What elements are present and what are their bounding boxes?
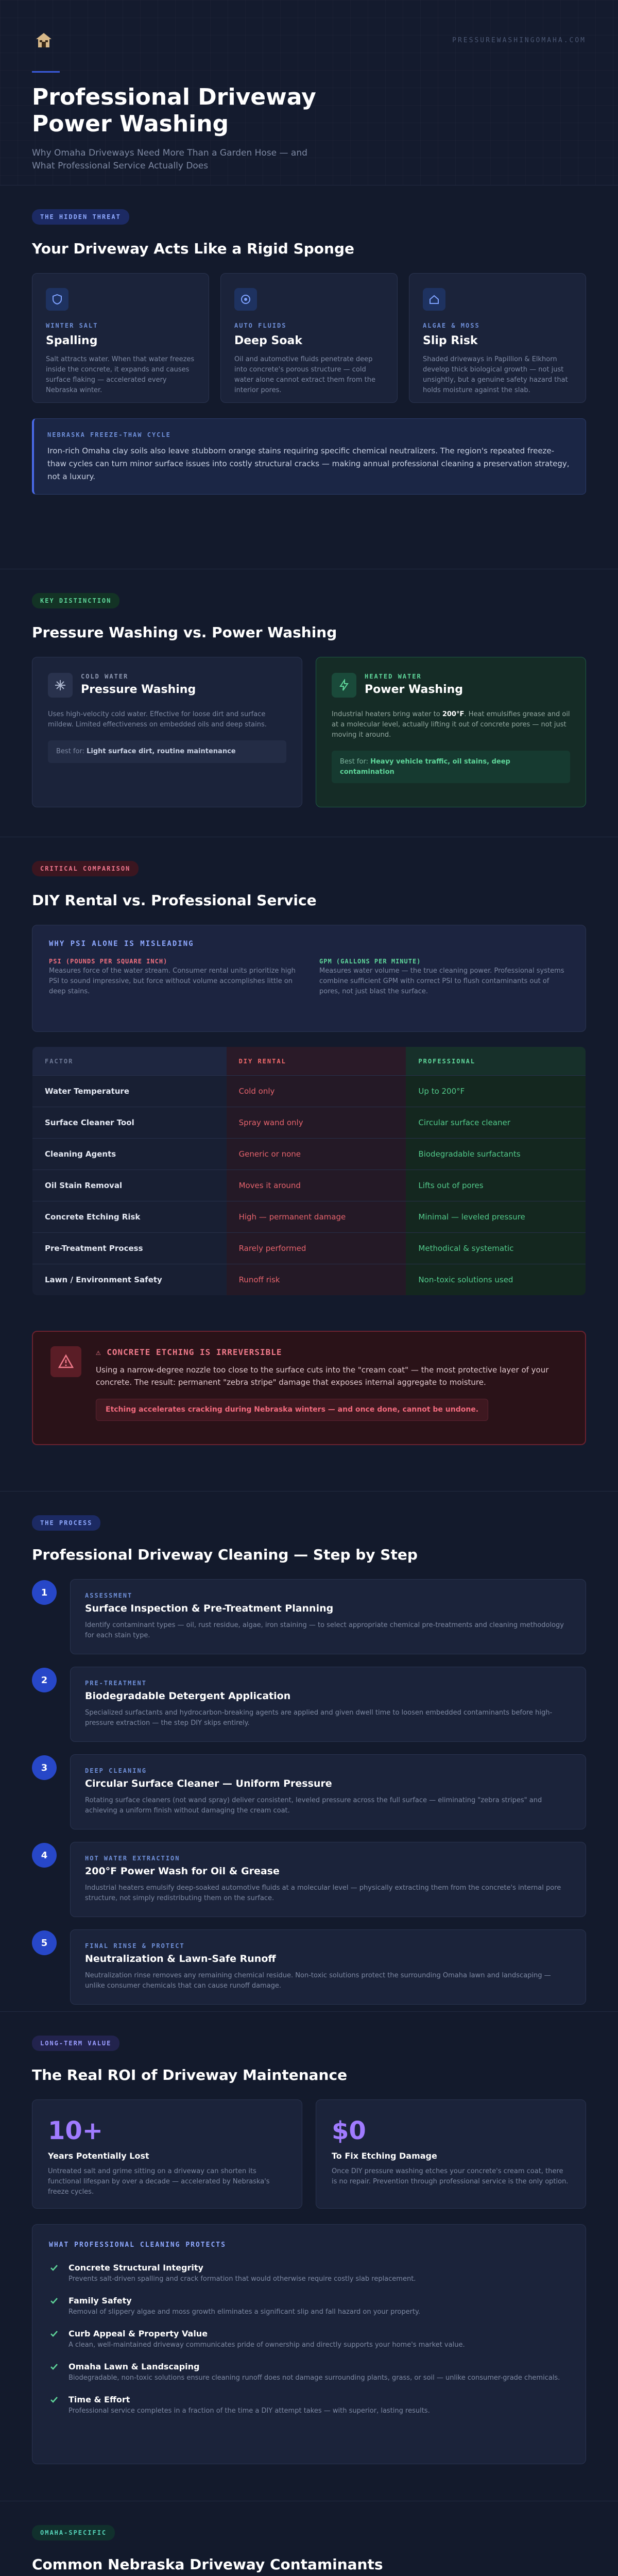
card-tag: WINTER SALT [46, 322, 98, 329]
gpm-text: Measures water volume — the true cleaning power. Professional systems combine sufficient GPM with correct PSI to flush contaminants out of pores, not just blast the surface. [319, 967, 564, 996]
card-text: Shaded driveways in Papillion & Elkhorn develop thick biological growth — not just unsightly, but a genuine safety hazard that holds moisture against the slab. [423, 355, 568, 395]
card-title: Spalling [46, 334, 98, 347]
lightning-icon [332, 673, 356, 698]
process-step [32, 1929, 586, 2005]
section-heading: Professional Driveway Cleaning — Step by Step [32, 1546, 418, 1563]
cell-factor: Water Temperature [32, 1076, 227, 1107]
title-line-2: Power Washing [32, 110, 229, 137]
table-row [32, 1139, 586, 1170]
water-cards [32, 657, 586, 807]
col-factor: FACTOR [32, 1047, 227, 1076]
benefit-title: Family Safety [68, 2295, 132, 2306]
step-title: Biodegradable Detergent Application [85, 1690, 291, 1702]
drop-target-icon [234, 288, 257, 311]
stat-text: Once DIY pressure washing etches your concrete's cream coat, there is no repair. Prevention through professional service is the only option. [332, 2167, 569, 2185]
list-item [49, 2394, 569, 2416]
cell-professional: Lifts out of pores [406, 1170, 586, 1201]
step-card [70, 1842, 586, 1917]
cell-professional: Biodegradable surfactants [406, 1139, 586, 1170]
cell-diy: Spray wand only [227, 1107, 406, 1139]
cell-diy: High — permanent damage [227, 1201, 406, 1233]
check-icon [49, 2296, 59, 2306]
list-item [49, 2328, 569, 2350]
section-pill: OMAHA-SPECIFIC [32, 2525, 115, 2540]
card-tag: ALGAE & MOSS [423, 322, 480, 329]
home-icon [423, 288, 445, 311]
hero-header [0, 0, 618, 185]
list-item [49, 2262, 569, 2284]
best-for-value: Heavy vehicle traffic, oil stains, deep contamination [340, 758, 510, 776]
benefit-title: Omaha Lawn & Landscaping [68, 2361, 200, 2371]
snowflake-icon [48, 673, 73, 698]
section-pill: CRITICAL COMPARISON [32, 861, 139, 876]
list-item [49, 2295, 569, 2317]
list-item [49, 2361, 569, 2383]
contaminants-section [0, 2501, 618, 2576]
section-pill: THE HIDDEN THREAT [32, 209, 129, 225]
best-for [332, 751, 570, 783]
cell-factor: Surface Cleaner Tool [32, 1107, 227, 1139]
psi-columns [49, 957, 569, 997]
step-text: Rotating surface cleaners (not wand spray) deliver consistent, leveled pressure across the full surface — eliminating "zebra stripes" and achieving a uniform finish without damaging the cream coat. [85, 1796, 542, 1815]
card-title: Slip Risk [423, 334, 478, 347]
card-tag: HEATED WATER [365, 673, 422, 680]
table-row [32, 1201, 586, 1233]
warning-body [96, 1346, 568, 1430]
page-title [32, 84, 586, 138]
site-domain[interactable]: PRESSUREWASHINGOMAHA.COM [452, 37, 586, 45]
step-number: 4 [32, 1843, 57, 1868]
benefit-title: Time & Effort [68, 2395, 130, 2405]
threat-card-spalling [32, 273, 209, 403]
table-row [32, 1076, 586, 1107]
step-text: Neutralization rinse removes any remaining chemical residue. Non-toxic solutions protect the surrounding Omaha lawn and landscaping — unlike consumer chemicals that can cause runoff damage. [85, 1971, 551, 1990]
psi-column [49, 957, 299, 997]
benefit-body [68, 2328, 465, 2350]
benefit-title: Curb Appeal & Property Value [68, 2328, 208, 2338]
stat-text: Untreated salt and grime sitting on a driveway can shorten its functional lifespan by over a decade — accelerated by Nebraska's freeze cycles. [48, 2167, 270, 2196]
section-heading: Pressure Washing vs. Power Washing [32, 624, 337, 641]
card-text: Uses high-velocity cold water. Effective for loose dirt and surface mildew. Limited effectiveness on embedded oils and deep stains. [48, 710, 267, 729]
step-card [70, 1754, 586, 1829]
stat-value: 10+ [48, 2116, 104, 2145]
process-step [32, 1842, 586, 1917]
card-title: Pressure Washing [81, 683, 196, 696]
benefit-text: Prevents salt-driven spalling and crack formation that would otherwise require costly slab replacement. [68, 2275, 416, 2283]
step-tag: ASSESSMENT [85, 1592, 133, 1599]
comparison-table [32, 1046, 586, 1296]
step-tag: HOT WATER EXTRACTION [85, 1855, 180, 1862]
col-professional: PROFESSIONAL [406, 1047, 586, 1076]
stat-value: $0 [332, 2116, 366, 2145]
process-step [32, 1667, 586, 1742]
cell-professional: Non-toxic solutions used [406, 1264, 586, 1296]
step-title: Surface Inspection & Pre-Treatment Planning [85, 1603, 334, 1614]
step-tag: FINAL RINSE & PROTECT [85, 1942, 185, 1950]
cell-factor: Oil Stain Removal [32, 1170, 227, 1201]
benefit-body [68, 2295, 420, 2317]
section-pill: KEY DISTINCTION [32, 593, 119, 608]
section-heading: The Real ROI of Driveway Maintenance [32, 2066, 348, 2083]
section-heading: Common Nebraska Driveway Contaminants [32, 2556, 383, 2573]
stat-title: To Fix Etching Damage [332, 2150, 437, 2161]
card-title: Power Washing [365, 683, 464, 696]
roi-stats [32, 2099, 586, 2209]
logo-icon[interactable] [32, 29, 56, 53]
note-text: Iron-rich Omaha clay soils also leave stubborn orange stains requiring specific chemical neutralizers. The region's repeated freeze-thaw cycles can turn minor surface issues into costly structural cracks — making annual professional cleaning a preservation strategy, not a luxury. [47, 446, 570, 481]
step-number: 3 [32, 1755, 57, 1780]
section-pill: LONG-TERM VALUE [32, 2036, 119, 2051]
stat-title: Years Potentially Lost [48, 2150, 149, 2161]
cell-factor: Cleaning Agents [32, 1139, 227, 1170]
threat-card-slip-risk [409, 273, 586, 403]
card-text-b: . Heat emulsifies grease and oil at a molecular level, actually lifting it out of concrete pores — not just moving it around. [332, 710, 570, 739]
best-for-label: Best for: [56, 748, 84, 756]
warning-title [96, 1346, 568, 1359]
warning-triangle-icon: ⚠ [96, 1347, 107, 1357]
check-icon [49, 2329, 59, 2339]
card-header [332, 672, 570, 698]
note-tag: NEBRASKA FREEZE-THAW CYCLE [47, 431, 171, 438]
step-tag: DEEP CLEANING [85, 1767, 147, 1774]
gpm-column [319, 957, 569, 997]
section-pill: THE PROCESS [32, 1515, 100, 1531]
card-heading [81, 672, 196, 698]
stat-etching-cost [316, 2099, 586, 2209]
cold-water-card [32, 657, 302, 807]
check-icon [49, 2263, 59, 2273]
card-header [48, 672, 286, 698]
benefit-body [68, 2262, 416, 2284]
shield-icon [46, 288, 68, 311]
benefit-text: Biodegradable, non-toxic solutions ensure cleaning runoff does not damage surrounding plants, grass, or soil — unlike consumer-grade chemicals. [68, 2374, 560, 2382]
table-row [32, 1107, 586, 1139]
gpm-label: GPM (GALLONS PER MINUTE) [319, 958, 421, 965]
benefit-title: Concrete Structural Integrity [68, 2262, 203, 2273]
warning-icon [50, 1346, 81, 1377]
step-title: Circular Surface Cleaner — Uniform Pressure [85, 1778, 332, 1789]
benefit-body [68, 2361, 560, 2383]
temperature: 200°F [442, 710, 465, 718]
step-number: 1 [32, 1580, 57, 1605]
step-text: Specialized surfactants and hydrocarbon-breaking agents are applied and given dwell time to loosen embedded contaminants before high-pressure extraction — the step DIY skips entirely. [85, 1708, 553, 1727]
accent-line [32, 71, 60, 73]
stat-years-lost [32, 2099, 302, 2209]
process-step [32, 1754, 586, 1829]
step-title: 200°F Power Wash for Oil & Grease [85, 1866, 280, 1877]
benefit-text: Professional service completes in a fraction of the time a DIY attempt takes — with superior, lasting results. [68, 2407, 430, 2415]
top-bar [32, 0, 586, 53]
cell-professional: Methodical & systematic [406, 1233, 586, 1264]
card-tag: COLD WATER [81, 673, 129, 680]
card-text [332, 709, 570, 740]
warning-highlight: Etching accelerates cracking during Nebraska winters — and once done, cannot be undone. [96, 1399, 488, 1421]
cell-diy: Moves it around [227, 1170, 406, 1201]
cell-professional: Up to 200°F [406, 1076, 586, 1107]
cell-professional: Minimal — leveled pressure [406, 1201, 586, 1233]
check-icon [49, 2395, 59, 2405]
card-title: Deep Soak [234, 334, 302, 347]
cell-factor: Pre-Treatment Process [32, 1233, 227, 1264]
table-row [32, 1170, 586, 1201]
card-text: Oil and automotive fluids penetrate deep into concrete's porous structure — cold water alone cannot extract them from the interior pores. [234, 355, 375, 395]
page-subtitle: Why Omaha Driveways Need More Than a Garden Hose — and What Professional Service Actually Does [32, 147, 307, 172]
threat-card-deep-soak [220, 273, 398, 403]
benefit-body [68, 2394, 430, 2416]
cell-diy: Runoff risk [227, 1264, 406, 1296]
section-heading: Your Driveway Acts Like a Rigid Sponge [32, 240, 354, 257]
step-card [70, 1579, 586, 1654]
etching-warning [32, 1331, 586, 1445]
benefit-text: Removal of slippery algae and moss growth eliminates a significant slip and fall hazard on your property. [68, 2308, 421, 2316]
threat-cards [32, 273, 586, 403]
card-tag: AUTO FLUIDS [234, 322, 287, 329]
diy-comparison-section [0, 837, 618, 1492]
heated-water-card [316, 657, 586, 807]
cell-diy: Generic or none [227, 1139, 406, 1170]
process-step [32, 1579, 586, 1654]
step-tag: PRE-TREATMENT [85, 1680, 147, 1687]
key-distinction-section [0, 569, 618, 837]
card-heading [365, 672, 463, 698]
warning-text: Using a narrow-degree nozzle too close to the surface cuts into the "cream coat" — the most protective layer of your concrete. The result: permanent "zebra stripe" damage that exposes internal aggregate to moisture. [96, 1365, 549, 1387]
cell-professional: Circular surface cleaner [406, 1107, 586, 1139]
table-header-row [32, 1047, 586, 1076]
psi-text: Measures force of the water stream. Consumer rental units prioritize high PSI to sound impressive, but force without volume accomplishes little on deep stains. [49, 967, 296, 996]
step-title: Neutralization & Lawn-Safe Runoff [85, 1953, 276, 1964]
section-heading: DIY Rental vs. Professional Service [32, 892, 317, 909]
step-number: 5 [32, 1930, 57, 1955]
step-card [70, 1929, 586, 2005]
col-diy: DIY RENTAL [227, 1047, 406, 1076]
check-icon [49, 2362, 59, 2372]
best-for-label: Best for: [340, 758, 368, 766]
roi-section [0, 2012, 618, 2501]
title-line-1: Professional Driveway [32, 84, 316, 110]
process-section [0, 1492, 618, 2012]
warning-title-text: CONCRETE ETCHING IS IRREVERSIBLE [107, 1347, 282, 1357]
cell-factor: Lawn / Environment Safety [32, 1264, 227, 1296]
cell-factor: Concrete Etching Risk [32, 1201, 227, 1233]
benefits-list [32, 2224, 586, 2464]
step-text: Industrial heaters emulsify deep-soaked automotive fluids at a molecular level — physically extracting them from the concrete's internal pore structure, not simply redistributing them on the surface. [85, 1884, 561, 1902]
psi-explainer [32, 925, 586, 1032]
table-row [32, 1233, 586, 1264]
step-card [70, 1667, 586, 1742]
hidden-threat-section [0, 185, 618, 569]
psi-label: PSI (POUNDS PER SQUARE INCH) [49, 958, 168, 965]
best-for [48, 740, 286, 763]
card-text: Salt attracts water. When that water freezes inside the concrete, it expands and causes surface flaking — accelerated every Nebraska winter. [46, 355, 195, 395]
card-text-a: Industrial heaters bring water to [332, 710, 442, 718]
cell-diy: Rarely performed [227, 1233, 406, 1264]
table-row [32, 1264, 586, 1296]
psi-title: WHY PSI ALONE IS MISLEADING [49, 940, 194, 948]
cell-diy: Cold only [227, 1076, 406, 1107]
best-for-value: Light surface dirt, routine maintenance [87, 748, 236, 756]
step-text: Identify contaminant types — oil, rust residue, algae, iron staining — to select appropriate chemical pre-treatments and cleaning methodology for each stain type. [85, 1621, 564, 1639]
benefit-text: A clean, well-maintained driveway communicates pride of ownership and directly supports your home's market value. [68, 2341, 465, 2349]
step-number: 2 [32, 1668, 57, 1692]
freeze-thaw-note [32, 418, 586, 495]
benefits-title: WHAT PROFESSIONAL CLEANING PROTECTS [49, 2241, 226, 2249]
